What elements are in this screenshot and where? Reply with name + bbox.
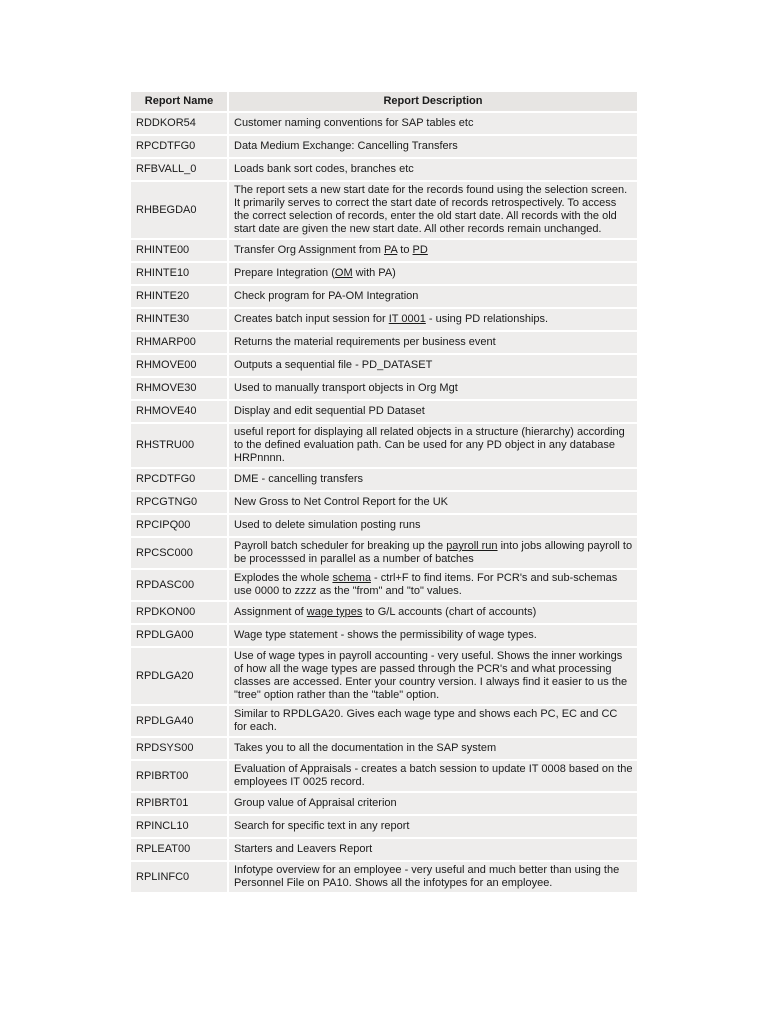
- table-row: [131, 424, 637, 467]
- description-link[interactable]: PD: [412, 244, 428, 256]
- description-link[interactable]: IT 0001: [388, 313, 426, 325]
- report-name-cell: RPCDTFG0: [131, 469, 229, 490]
- table-row: [131, 538, 637, 568]
- table-row: [131, 159, 637, 180]
- description-text: The report sets a new start date for the records found using the selection screen. It primarily serves to correct the start date of records retrospectively. To access the correct selection of records, enter the old start date. All records with the old start date are given the new start date. All other records remain unchanged.: [234, 184, 628, 235]
- description-text: Creates batch input session for: [234, 313, 389, 325]
- report-description-cell: [229, 538, 637, 568]
- description-text: useful report for displaying all related objects in a structure (hierarchy) according to the defined evaluation path. Can be used for any PD object in any database HRPnnnn.: [234, 426, 625, 464]
- description-text: Returns the material requirements per business event: [234, 336, 496, 348]
- report-description-cell: [229, 332, 637, 353]
- report-description-cell: [229, 816, 637, 837]
- report-description-cell: [229, 515, 637, 536]
- table-row: [131, 240, 637, 261]
- table-row: [131, 332, 637, 353]
- table-row: [131, 136, 637, 157]
- report-name-cell: RHINTE10: [131, 263, 229, 284]
- description-text: Data Medium Exchange: Cancelling Transfers: [234, 140, 458, 152]
- table-row: [131, 355, 637, 376]
- table-row: [131, 286, 637, 307]
- report-description-cell: [229, 492, 637, 513]
- description-text: into jobs allowing payroll to be processsed in parallel as a number of batches: [234, 540, 633, 565]
- report-description-cell: [229, 839, 637, 860]
- description-text: Assignment of: [234, 606, 307, 618]
- report-name-cell: RPCDTFG0: [131, 136, 229, 157]
- report-name-cell: RDDKOR54: [131, 113, 229, 134]
- report-description-cell: [229, 738, 637, 759]
- report-name-cell: RPDASC00: [131, 570, 229, 600]
- report-name-cell: RPLEAT00: [131, 839, 229, 860]
- table-row: [131, 706, 637, 736]
- report-description-cell: [229, 263, 637, 284]
- description-text: Used to manually transport objects in Org Mgt: [234, 382, 458, 394]
- report-table: [131, 90, 637, 894]
- report-description-cell: [229, 424, 637, 467]
- table-row: [131, 309, 637, 330]
- description-link[interactable]: wage types: [306, 606, 363, 618]
- report-name-cell: RHINTE00: [131, 240, 229, 261]
- report-name-cell: RHMOVE30: [131, 378, 229, 399]
- description-text: Wage type statement - shows the permissibility of wage types.: [234, 629, 537, 641]
- table-row: [131, 113, 637, 134]
- report-name-cell: RHMARP00: [131, 332, 229, 353]
- header-report-name: Report Name: [131, 92, 229, 111]
- description-text: Payroll batch scheduler for breaking up the: [234, 540, 447, 552]
- report-name-cell: RHINTE20: [131, 286, 229, 307]
- table-row: [131, 793, 637, 814]
- table-body: [131, 113, 637, 892]
- table-row: [131, 738, 637, 759]
- report-name-cell: RPINCL10: [131, 816, 229, 837]
- description-text: Loads bank sort codes, branches etc: [234, 163, 414, 175]
- description-text: to G/L accounts (chart of accounts): [362, 606, 537, 618]
- description-text: to: [397, 244, 413, 256]
- report-description-cell: [229, 469, 637, 490]
- table-row: [131, 515, 637, 536]
- table-row: [131, 492, 637, 513]
- report-description-cell: [229, 602, 637, 623]
- report-description-cell: [229, 706, 637, 736]
- description-link[interactable]: schema: [332, 572, 371, 584]
- description-text: Group value of Appraisal criterion: [234, 797, 397, 809]
- report-description-cell: [229, 286, 637, 307]
- report-name-cell: RPCSC000: [131, 538, 229, 568]
- description-text: Display and edit sequential PD Dataset: [234, 405, 425, 417]
- description-text: - ctrl+F to find items. For PCR's and sub-schemas use 0000 to zzzz as the "from" and "to" values.: [234, 572, 618, 597]
- report-name-cell: RPCGTNG0: [131, 492, 229, 513]
- report-description-cell: [229, 761, 637, 791]
- report-description-cell: [229, 240, 637, 261]
- report-name-cell: RPDLGA40: [131, 706, 229, 736]
- description-link[interactable]: PA: [383, 244, 398, 256]
- report-name-cell: RPDKON00: [131, 602, 229, 623]
- table-row: [131, 862, 637, 892]
- report-description-cell: [229, 136, 637, 157]
- report-name-cell: RFBVALL_0: [131, 159, 229, 180]
- description-text: Customer naming conventions for SAP tables etc: [234, 117, 474, 129]
- table-header-row: [131, 92, 637, 111]
- description-text: Infotype overview for an employee - very useful and much better than using the Personnel File on PA10. Shows all the infotypes for an employee.: [234, 864, 620, 889]
- table-row: [131, 839, 637, 860]
- description-text: New Gross to Net Control Report for the UK: [234, 496, 448, 508]
- report-description-cell: [229, 862, 637, 892]
- table-row: [131, 602, 637, 623]
- report-description-cell: [229, 625, 637, 646]
- description-text: Starters and Leavers Report: [234, 843, 373, 855]
- report-name-cell: RPDLGA00: [131, 625, 229, 646]
- table-row: [131, 401, 637, 422]
- description-link[interactable]: OM: [334, 267, 353, 279]
- report-description-cell: [229, 113, 637, 134]
- table-row: [131, 816, 637, 837]
- report-name-cell: RHMOVE00: [131, 355, 229, 376]
- report-name-cell: RHBEGDA0: [131, 182, 229, 238]
- description-text: Check program for PA-OM Integration: [234, 290, 419, 302]
- description-text: Used to delete simulation posting runs: [234, 519, 421, 531]
- report-name-cell: RPIBRT00: [131, 761, 229, 791]
- report-name-cell: RHMOVE40: [131, 401, 229, 422]
- table-row: [131, 625, 637, 646]
- report-name-cell: RHINTE30: [131, 309, 229, 330]
- table-row: [131, 570, 637, 600]
- report-name-cell: RPCIPQ00: [131, 515, 229, 536]
- table-row: [131, 648, 637, 704]
- report-description-cell: [229, 648, 637, 704]
- description-text: Outputs a sequential file - PD_DATASET: [234, 359, 433, 371]
- report-description-cell: [229, 793, 637, 814]
- table-row: [131, 761, 637, 791]
- table-row: [131, 182, 637, 238]
- description-text: Similar to RPDLGA20. Gives each wage type and shows each PC, EC and CC for each.: [234, 708, 618, 733]
- report-description-cell: [229, 378, 637, 399]
- report-name-cell: RHSTRU00: [131, 424, 229, 467]
- description-text: Transfer Org Assignment from: [234, 244, 384, 256]
- description-text: DME - cancelling transfers: [234, 473, 363, 485]
- table-row: [131, 378, 637, 399]
- description-text: - using PD relationships.: [425, 313, 549, 325]
- report-name-cell: RPIBRT01: [131, 793, 229, 814]
- report-description-cell: [229, 309, 637, 330]
- table-row: [131, 263, 637, 284]
- description-text: Evaluation of Appraisals - creates a batch session to update IT 0008 based on the employees IT 0025 record.: [234, 763, 633, 788]
- description-text: Prepare Integration (: [234, 267, 335, 279]
- header-report-description: Report Description: [229, 92, 637, 111]
- description-text: Explodes the whole: [234, 572, 333, 584]
- description-link[interactable]: payroll run: [446, 540, 498, 552]
- description-text: Takes you to all the documentation in the SAP system: [234, 742, 497, 754]
- report-description-cell: [229, 182, 637, 238]
- description-text: Search for specific text in any report: [234, 820, 410, 832]
- report-description-cell: [229, 570, 637, 600]
- report-name-cell: RPDLGA20: [131, 648, 229, 704]
- report-name-cell: RPDSYS00: [131, 738, 229, 759]
- report-name-cell: RPLINFC0: [131, 862, 229, 892]
- description-text: Use of wage types in payroll accounting - very useful. Shows the inner workings of how all the wage types are passed through the PCR's and what processing classes are accessed. Enter your country version. I always find it easier to us the "tree" option rather than the "table" option.: [234, 650, 628, 701]
- report-description-cell: [229, 159, 637, 180]
- report-description-cell: [229, 355, 637, 376]
- table-row: [131, 469, 637, 490]
- report-description-cell: [229, 401, 637, 422]
- description-text: with PA): [352, 267, 396, 279]
